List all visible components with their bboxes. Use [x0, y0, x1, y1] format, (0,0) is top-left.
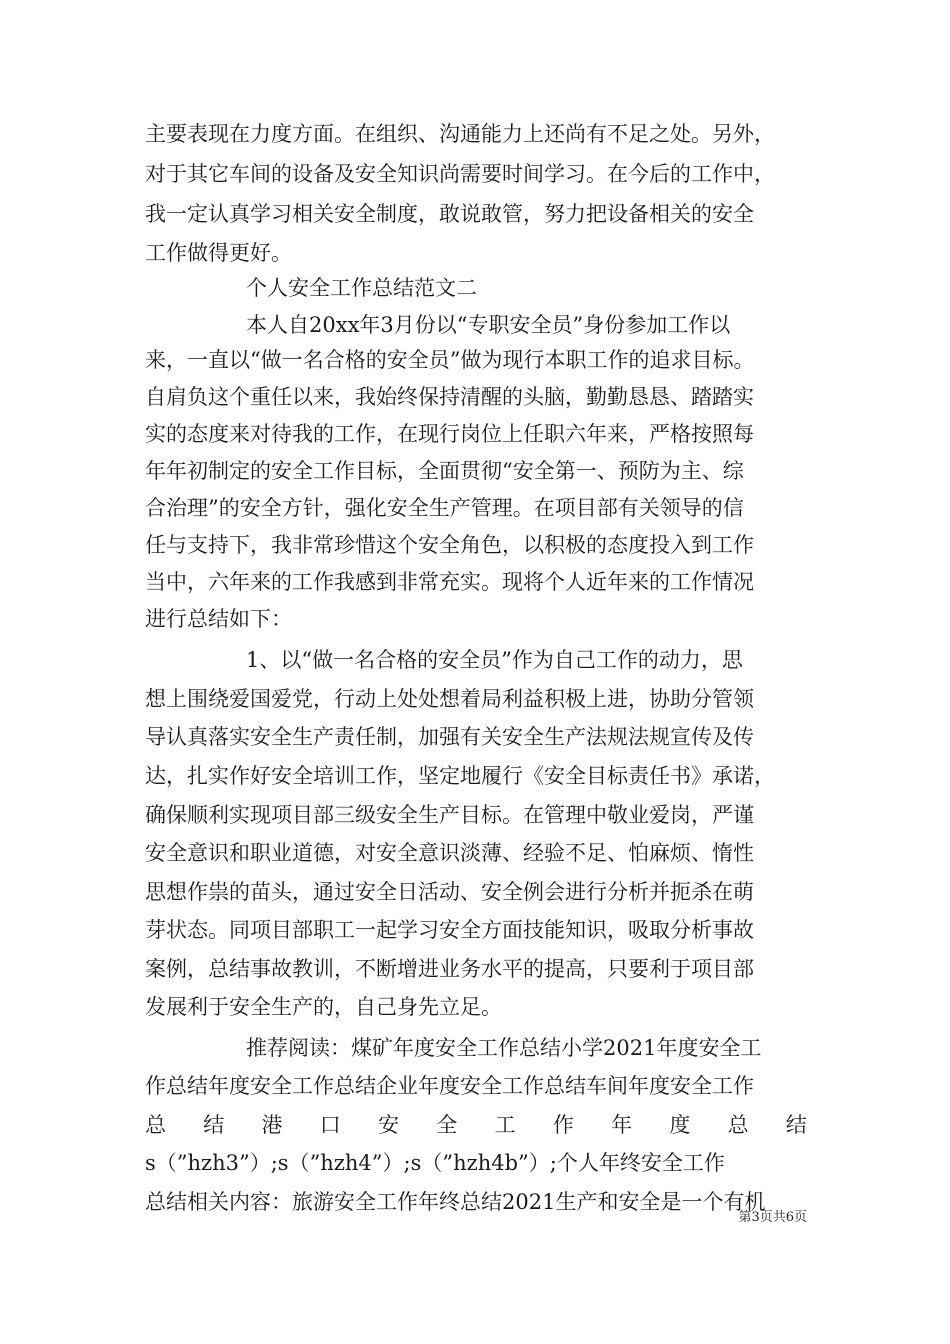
paragraph-start: 1、以“做一名合格的安全员”作为自己工作的动力，思 — [246, 648, 743, 672]
text-line: 对于其它车间的设备及安全知识尚需要时间学习。在今后的工作中， — [145, 162, 775, 186]
text-line: 工作做得更好。 — [145, 241, 292, 265]
text-line: 达，扎实作好安全培训工作，坚定地履行《安全目标责任书》承诺， — [145, 764, 775, 788]
char: 度 — [669, 1113, 691, 1137]
page-number: 第3页共6页 — [738, 1210, 807, 1225]
text-line: 安全意识和职业道德，对安全意识淡薄、经验不足、怕麻烦、惰性 — [145, 841, 754, 865]
section-heading: 个人安全工作总结范文二 — [246, 276, 477, 300]
char: 总 — [727, 1113, 749, 1137]
paragraph-start: 本人自20xx年3月份以“专职安全员”身份参加工作以 — [246, 313, 731, 337]
text-line: 芽状态。同项目部职工一起学习安全方面技能知识，吸取分析事故 — [145, 918, 754, 942]
text-line: 案例，总结事故教训，不断增进业务水平的提高，只要利于项目部 — [145, 957, 754, 981]
char: 口 — [319, 1113, 341, 1137]
text-line: 总结相关内容：旅游安全工作年终总结2021生产和安全是一个有机 — [145, 1190, 766, 1214]
text-line: 主要表现在力度方面。在组织、沟通能力上还尚有不足之处。另外， — [145, 122, 775, 146]
text-line: 任与支持下，我非常珍惜这个安全角色，以积极的态度投入到工作 — [145, 533, 754, 557]
char: 结 — [785, 1113, 807, 1137]
text-line: 导认真落实安全生产责任制，加强有关安全生产法规法规宣传及传 — [145, 725, 754, 749]
char: 年 — [611, 1113, 633, 1137]
text-line: 合治理”的安全方针，强化安全生产管理。在项目部有关领导的信 — [145, 496, 744, 520]
char: 总 — [145, 1113, 166, 1137]
text-line: 我一定认真学习相关安全制度，敢说敢管，努力把设备相关的安全 — [145, 202, 754, 226]
text-line: 自肩负这个重任以来，我始终保持清醒的头脑，勤勤恳恳、踏踏实 — [145, 385, 754, 409]
text-line: 发展利于安全生产的，自己身先立足。 — [145, 995, 502, 1019]
text-line: 思想作祟的苗头，通过安全日活动、安全例会进行分析并扼杀在萌 — [145, 880, 754, 904]
text-line: 确保顺利实现项目部三级安全生产目标。在管理中敬业爱岗，严谨 — [145, 803, 754, 827]
text-line: 想上围绕爱国爱党，行动上处处想着局利益积极上进，协助分管领 — [145, 687, 754, 711]
justified-line — [145, 1110, 807, 1140]
char: 工 — [494, 1113, 516, 1137]
char: 全 — [436, 1113, 458, 1137]
char: 结 — [203, 1113, 225, 1137]
char: 安 — [378, 1113, 400, 1137]
recommended-reading: 推荐阅读：煤矿年度安全工作总结小学2021年度安全工 — [246, 1036, 762, 1060]
text-line: 作总结年度安全工作总结企业年度安全工作总结车间年度安全工作 — [145, 1074, 754, 1098]
text-line: s（”hzh3”）;s（”hzh4”）;s（”hzh4b”）;个人年终安全工作 — [145, 1151, 725, 1175]
text-line: 当中，六年来的工作我感到非常充实。现将个人近年来的工作情况 — [145, 570, 754, 594]
text-line: 实的态度来对待我的工作，在现行岗位上任职六年来，严格按照每 — [145, 422, 754, 446]
char: 作 — [552, 1113, 574, 1137]
text-line: 年年初制定的安全工作目标，全面贯彻“安全第一、预防为主、综 — [145, 459, 744, 483]
text-line: 来，一直以“做一名合格的安全员”做为现行本职工作的追求目标。 — [145, 348, 755, 372]
char: 港 — [261, 1113, 283, 1137]
text-line: 进行总结如下： — [145, 607, 292, 631]
